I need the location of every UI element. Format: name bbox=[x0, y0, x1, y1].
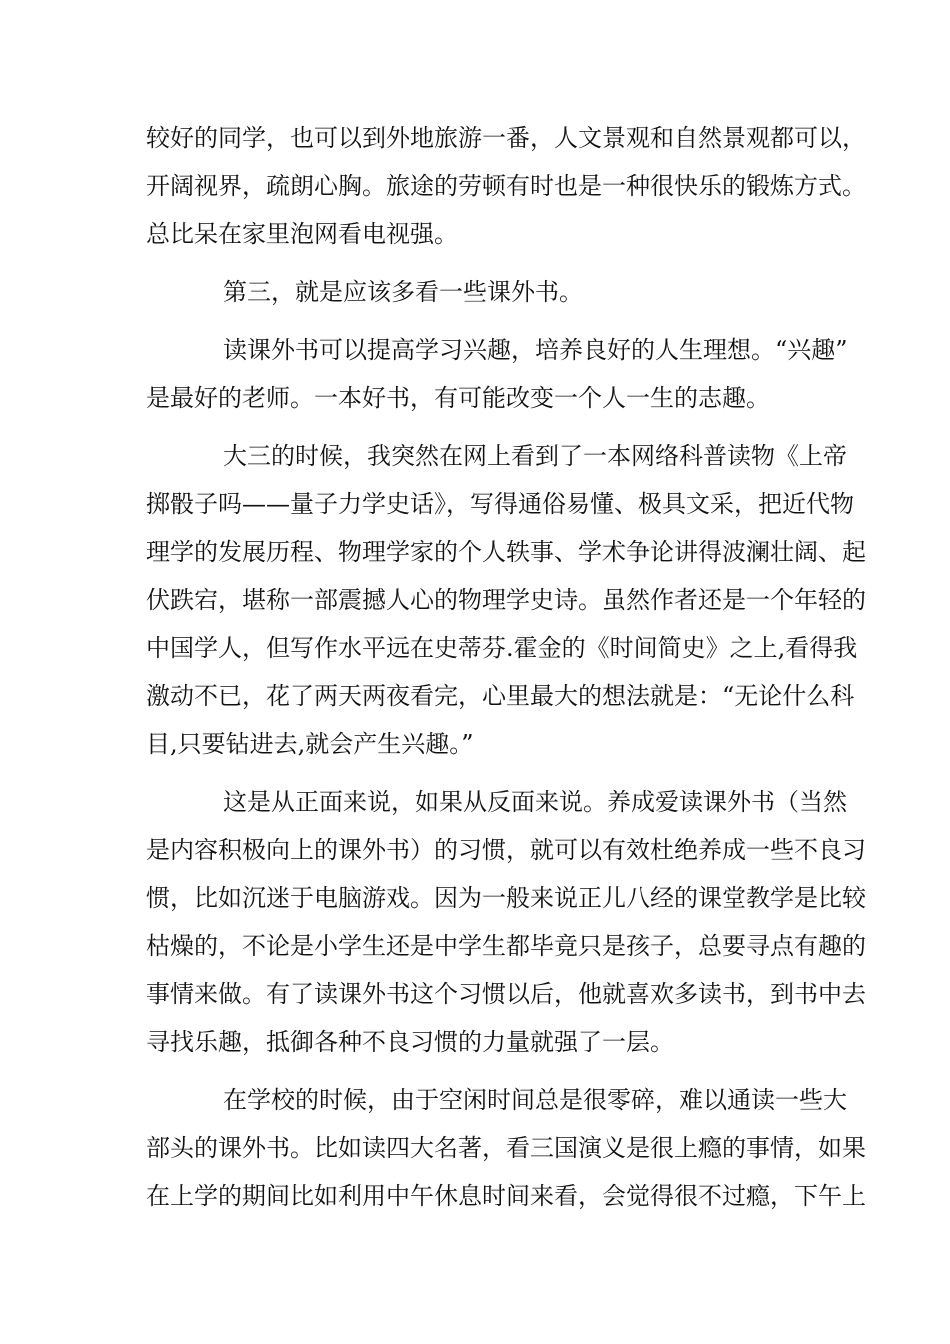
paragraph bbox=[146, 326, 848, 422]
text-line: 在上学的期间比如利用中午休息时间来看，会觉得很不过瘾，下午上 bbox=[146, 1182, 866, 1210]
text-line: 掷骰子吗——量子力学史话》，写得通俗易懂、极具文采，把近代物 bbox=[146, 490, 854, 518]
text-line: 开阔视界，疏朗心胸。旅途的劳顿有时也是一种很快乐的锻炼方式。 bbox=[146, 172, 866, 200]
text-line: 总比呆在家里泡网看电视强。 bbox=[146, 220, 458, 248]
paragraph-gap bbox=[146, 316, 808, 326]
text-line: 理学的发展历程、物理学家的个人轶事、学术争论讲得波澜壮阔、起 bbox=[146, 538, 866, 566]
paragraph bbox=[146, 268, 808, 316]
text-line: 惯，比如沉迷于电脑游戏。因为一般来说正儿八经的课堂教学是比较 bbox=[146, 884, 866, 912]
paragraph bbox=[146, 114, 866, 258]
paragraph-gap bbox=[146, 422, 808, 432]
text-line: 大三的时候，我突然在网上看到了一本网络科普读物《上帝 bbox=[223, 442, 847, 470]
text-line: 目,只要钻进去,就会产生兴趣。” bbox=[146, 730, 474, 758]
paragraph-gap bbox=[146, 258, 808, 268]
paragraph bbox=[146, 778, 866, 1066]
paragraph bbox=[146, 432, 866, 768]
text-line: 枯燥的，不论是小学生还是中学生都毕竟只是孩子，总要寻点有趣的 bbox=[146, 932, 866, 960]
text-line: 部头的课外书。比如读四大名著，看三国演义是很上瘾的事情，如果 bbox=[146, 1134, 866, 1162]
text-line: 较好的同学，也可以到外地旅游一番，人文景观和自然景观都可以， bbox=[146, 124, 866, 152]
text-line: 中国学人，但写作水平远在史蒂芬.霍金的《时间简史》之上,看得我 bbox=[146, 634, 858, 662]
paragraph-gap bbox=[146, 768, 808, 778]
text-line: 第三，就是应该多看一些课外书。 bbox=[223, 278, 583, 306]
text-line: 事情来做。有了读课外书这个习惯以后，他就喜欢多读书，到书中去 bbox=[146, 980, 866, 1008]
text-line: 读课外书可以提高学习兴趣，培养良好的人生理想。“兴趣” bbox=[223, 336, 848, 364]
text-line: 是最好的老师。一本好书，有可能改变一个人一生的志趣。 bbox=[146, 384, 770, 412]
document-body bbox=[146, 114, 866, 1220]
paragraph bbox=[146, 1076, 866, 1220]
text-line: 是内容积极向上的课外书）的习惯，就可以有效杜绝养成一些不良习 bbox=[146, 836, 866, 864]
paragraph-gap bbox=[146, 1066, 808, 1076]
text-line: 伏跌宕，堪称一部震撼人心的物理学史诗。虽然作者还是一个年轻的 bbox=[146, 586, 866, 614]
text-line: 在学校的时候，由于空闲时间总是很零碎，难以通读一些大 bbox=[223, 1086, 847, 1114]
text-line: 这是从正面来说，如果从反面来说。养成爱读课外书（当然 bbox=[223, 788, 847, 816]
text-line: 激动不已，花了两天两夜看完，心里最大的想法就是：“无论什么科 bbox=[146, 682, 855, 710]
text-line: 寻找乐趣，抵御各种不良习惯的力量就强了一层。 bbox=[146, 1028, 674, 1056]
